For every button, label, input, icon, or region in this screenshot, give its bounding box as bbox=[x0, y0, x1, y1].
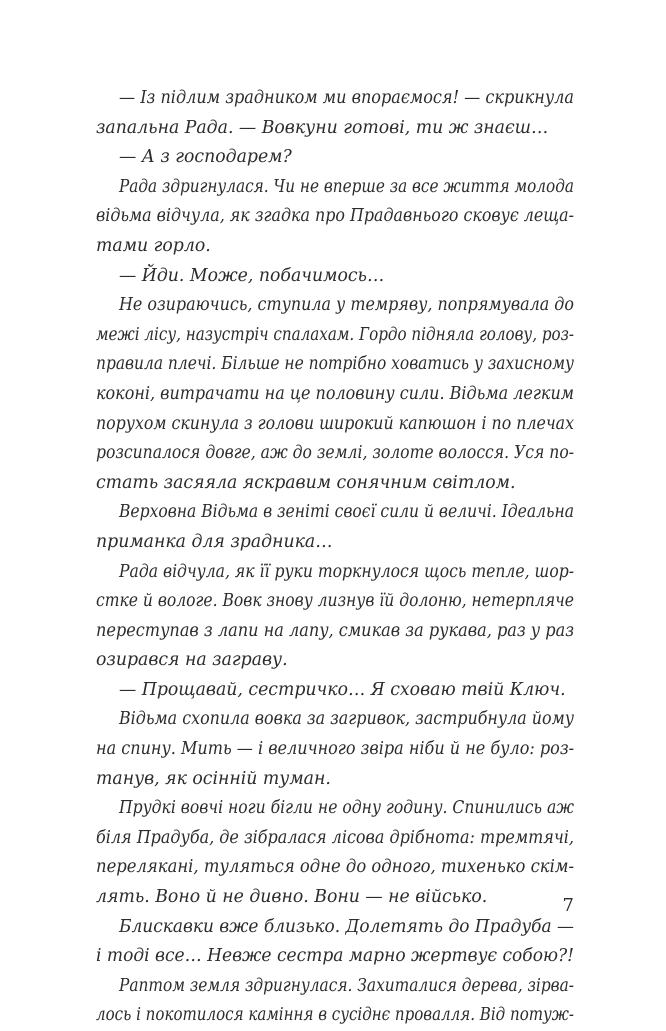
text-line: лось і покотилося каміння в сусіднє провалля. Від потуж- bbox=[96, 1005, 574, 1026]
text-line: танув, як осінній туман. bbox=[96, 768, 331, 789]
text-line: Рада відчула, як її руки торкнулося щось тепле, шор- bbox=[119, 561, 574, 582]
text-line: переступав з лапи на лапу, смикав за рукава, раз у раз bbox=[96, 620, 574, 641]
text-line: — Йди. Може, побачимось… bbox=[119, 265, 385, 286]
text-line: Рада здригнулася. Чи не вперше за все життя молода bbox=[119, 176, 574, 197]
text-line: Прудкі вовчі ноги бігли не одну годину. Спинились аж bbox=[119, 798, 574, 819]
text-line: межі лісу, назустріч спалахам. Гордо підняла голову, роз- bbox=[96, 324, 574, 345]
text-line: Відьма схопила вовка за загривок, застрибнула йому bbox=[119, 709, 574, 730]
text-line: порухом скинула з голови широкий капюшон і по плечах bbox=[96, 413, 574, 434]
text-line: переляканi, туляться одне до одного, тихенько скім- bbox=[96, 857, 574, 878]
text-line: — А з господарем? bbox=[119, 147, 292, 168]
text-line: Верховна Відьма в зеніті своєї сили й величі. Ідеальна bbox=[119, 502, 574, 523]
text-line: Раптом земля здригнулася. Захиталися дерева, зірва- bbox=[119, 975, 574, 996]
text-line: біля Прадуба, де зібралася лісова дрібнота: тремтячі, bbox=[96, 827, 574, 848]
page-number: 7 bbox=[562, 895, 574, 916]
text-line: відьма відчула, як згадка про Прадавнього сковує леща- bbox=[96, 206, 574, 227]
body-text bbox=[96, 84, 574, 1031]
text-line: озирався на заграву. bbox=[96, 650, 288, 671]
text-line: і тоді все… Невже сестра марно жертвує собою?! bbox=[96, 946, 574, 967]
text-line: — Прощавай, сестричко… Я сховаю твій Ключ. bbox=[119, 679, 566, 700]
text-line: тами горло. bbox=[96, 235, 211, 256]
text-line: розсипалося довге, аж до землі, золоте волосся. Уся по- bbox=[96, 443, 574, 464]
text-line: Блискавки вже близько. Долетять до Прадуба — bbox=[119, 916, 574, 937]
text-line: — Із підлим зрадником ми впораємося! — скрикнула bbox=[119, 88, 574, 108]
text-line: стке й вологе. Вовк знову лизнув їй долоню, нетерпляче bbox=[96, 591, 574, 612]
text-line: коконі, витрачати на це половину сили. Відьма легким bbox=[96, 383, 574, 404]
text-line: стать засяяла яскравим сонячним світлом. bbox=[96, 472, 516, 493]
text-line: приманка для зрадника… bbox=[96, 531, 333, 552]
text-line: лять. Воно й не дивно. Вони — не військо. bbox=[96, 887, 488, 908]
text-line: Не озираючись, ступила у темряву, попрямувала до bbox=[119, 295, 574, 316]
text-line: правила плечі. Більше не потрібно ховатись у захисному bbox=[96, 354, 574, 375]
text-line: на спину. Мить — і величного звіра ніби й не було: роз- bbox=[96, 739, 574, 760]
text-line: запальна Рада. — Вовкуни готові, ти ж знаєш… bbox=[96, 117, 549, 138]
